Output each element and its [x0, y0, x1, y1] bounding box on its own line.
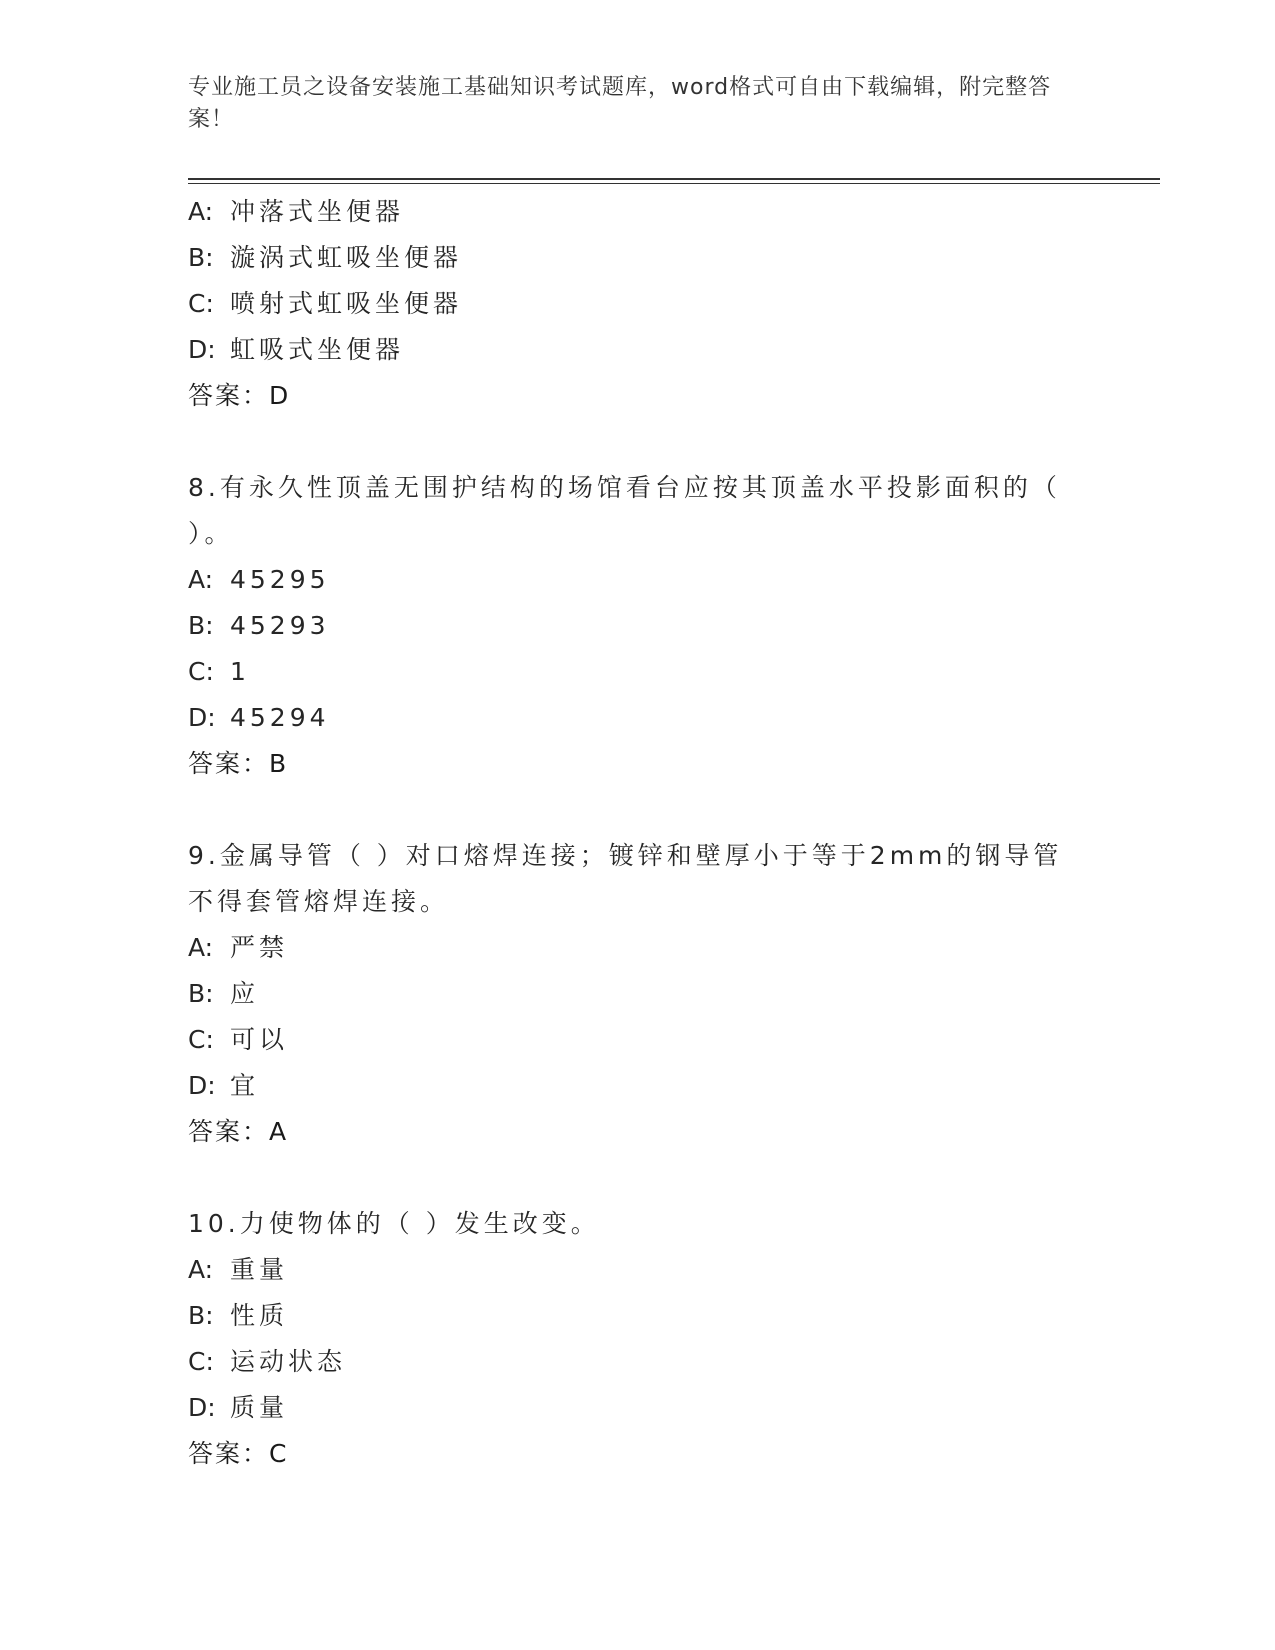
- option-label: C:: [188, 1347, 214, 1376]
- question-block-9: [188, 833, 1088, 1155]
- answer-line: 答案：A: [188, 1117, 289, 1146]
- option-text: 严禁: [230, 933, 289, 962]
- question-block-10: [188, 1201, 1088, 1477]
- answer-line: 答案：D: [188, 381, 291, 410]
- option-text: 重量: [230, 1255, 289, 1284]
- option-a: [188, 925, 1088, 971]
- document-header: 专业施工员之设备安装施工基础知识考试题库，word格式可自由下载编辑，附完整答案！: [188, 75, 1052, 132]
- option-label: A:: [188, 197, 214, 226]
- document-body: [188, 189, 1088, 1477]
- option-label: B:: [188, 611, 214, 640]
- option-c: [188, 1017, 1088, 1063]
- option-label: B:: [188, 979, 214, 1008]
- option-text: 45295: [230, 565, 330, 594]
- option-c: [188, 1339, 1088, 1385]
- option-d: [188, 695, 1088, 741]
- option-text: 质量: [230, 1393, 289, 1422]
- option-text: 1: [230, 657, 250, 686]
- option-label: D:: [188, 335, 216, 364]
- option-label: A:: [188, 933, 214, 962]
- option-text: 宜: [230, 1071, 260, 1100]
- spacer: [188, 787, 1088, 833]
- question-block-7: [188, 189, 1088, 419]
- option-text: 性质: [230, 1301, 289, 1330]
- option-a: [188, 557, 1088, 603]
- header-divider-thick: [188, 178, 1160, 180]
- option-text: 冲落式坐便器: [230, 197, 405, 226]
- option-text: 运动状态: [230, 1347, 347, 1376]
- question-text: 8.有永久性顶盖无围护结构的场馆看台应按其顶盖水平投影面积的（ ）。: [188, 473, 1061, 548]
- option-d: [188, 1385, 1088, 1431]
- option-b: [188, 603, 1088, 649]
- option-label: D:: [188, 1071, 216, 1100]
- option-b: [188, 1293, 1088, 1339]
- option-c: [188, 281, 1088, 327]
- answer-line: 答案：C: [188, 1439, 289, 1468]
- option-label: B:: [188, 1301, 214, 1330]
- spacer: [188, 1155, 1088, 1201]
- option-label: C:: [188, 289, 214, 318]
- option-d: [188, 327, 1088, 373]
- option-b: [188, 971, 1088, 1017]
- option-a: [188, 1247, 1088, 1293]
- option-text: 喷射式虹吸坐便器: [230, 289, 463, 318]
- question-text: 9.金属导管（ ）对口熔焊连接；镀锌和壁厚小于等于2mm的钢导管不得套管熔焊连接。: [188, 841, 1063, 916]
- option-label: A:: [188, 565, 214, 594]
- option-text: 漩涡式虹吸坐便器: [230, 243, 463, 272]
- header-divider-thin: [188, 183, 1160, 184]
- question-block-8: [188, 465, 1088, 787]
- option-text: 虹吸式坐便器: [230, 335, 405, 364]
- option-text: 45293: [230, 611, 330, 640]
- answer-line: 答案：B: [188, 749, 289, 778]
- option-a: [188, 189, 1088, 235]
- option-label: C:: [188, 657, 214, 686]
- option-label: C:: [188, 1025, 214, 1054]
- option-label: A:: [188, 1255, 214, 1284]
- option-c: [188, 649, 1088, 695]
- spacer: [188, 419, 1088, 465]
- option-text: 45294: [230, 703, 330, 732]
- question-text: 10.力使物体的（ ）发生改变。: [188, 1209, 600, 1238]
- option-text: 应: [230, 979, 260, 1008]
- option-d: [188, 1063, 1088, 1109]
- option-label: D:: [188, 1393, 216, 1422]
- option-label: D:: [188, 703, 216, 732]
- option-text: 可以: [230, 1025, 289, 1054]
- option-b: [188, 235, 1088, 281]
- option-label: B:: [188, 243, 214, 272]
